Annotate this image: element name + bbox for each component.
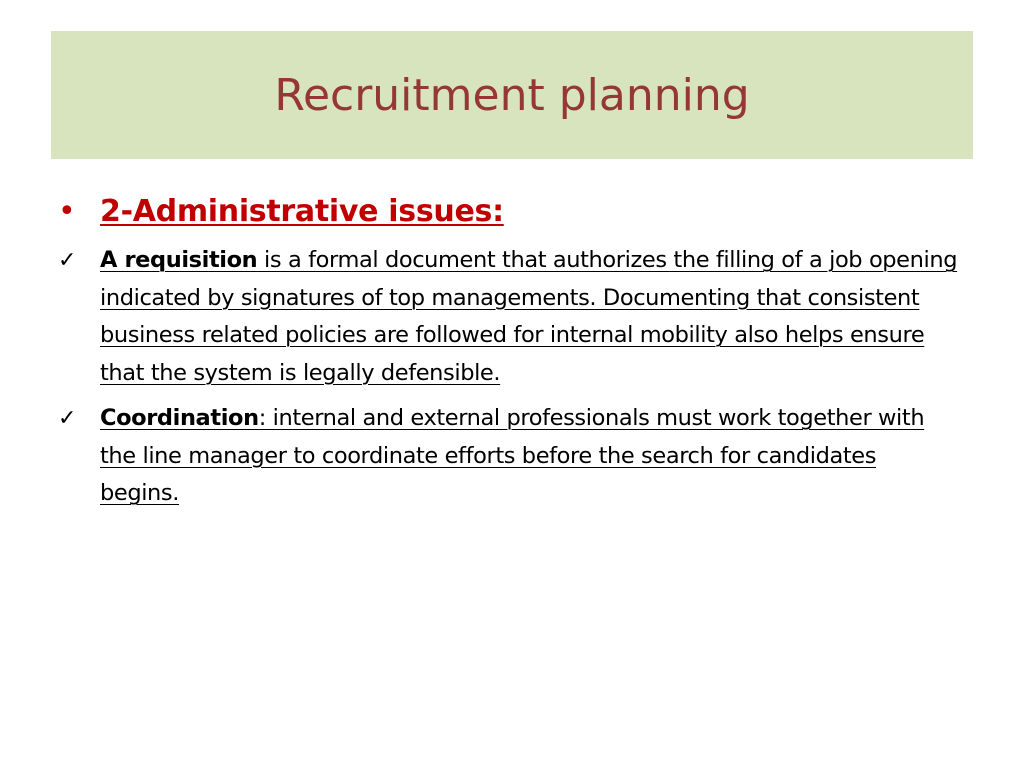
- slide-content: [58, 188, 958, 521]
- list-item-coordination: [58, 400, 958, 513]
- section-heading-row: [58, 188, 958, 236]
- slide-title: Recruitment planning: [274, 69, 750, 121]
- title-band: [51, 31, 973, 159]
- list-item-term: Coordination: [100, 405, 259, 431]
- checkmark-icon: ✓: [58, 248, 77, 273]
- list-item-text: [100, 242, 958, 392]
- list-item-term: A requisition: [100, 247, 258, 273]
- list-item-text: [100, 400, 958, 513]
- bullet-icon: •: [58, 194, 76, 229]
- list-item-requisition: [58, 242, 958, 392]
- list-item-description: is a formal document that authorizes the filling of a job opening indicated by signatures of top managements. Documenting that consistent business related policies are followed for internal mobility also helps ensure that the system is legally defensible.: [100, 247, 958, 386]
- checkmark-icon: ✓: [58, 406, 77, 431]
- list-item-description: : internal and external professionals must work together with the line manager to coordinate efforts before the search for candidates begins.: [100, 405, 925, 506]
- section-heading: 2-Administrative issues:: [100, 194, 504, 229]
